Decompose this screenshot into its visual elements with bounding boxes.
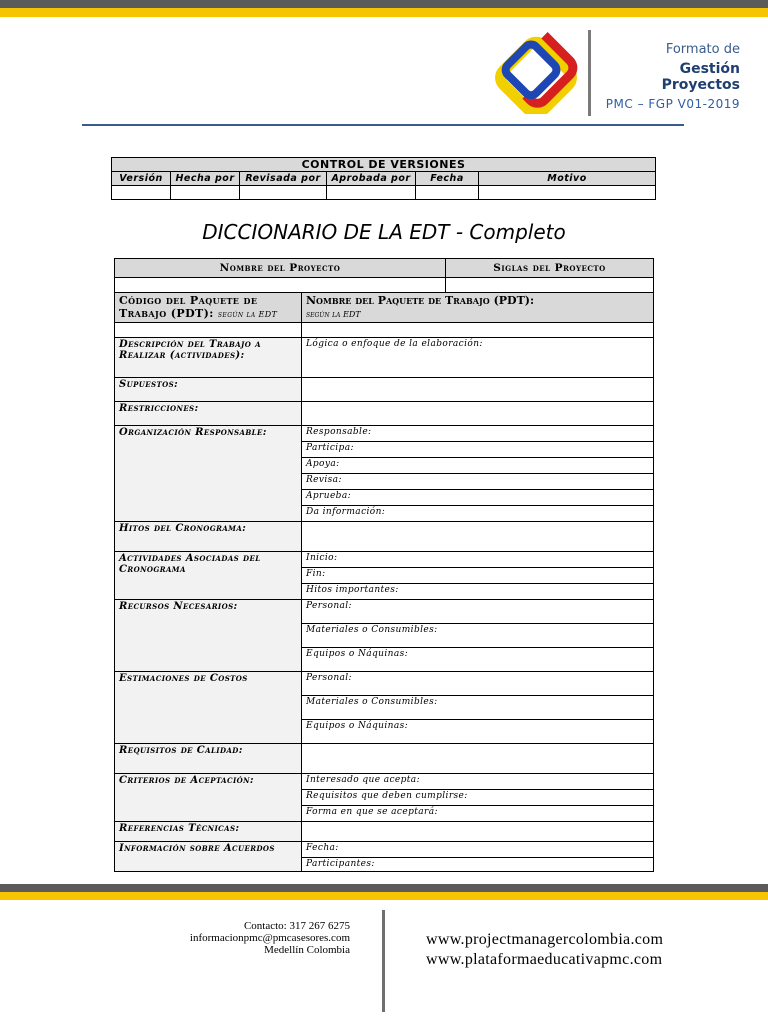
acceptance-method-field[interactable]: Forma en que se aceptará:: [302, 806, 654, 822]
version-control-table: [111, 157, 656, 200]
agreements-date-field[interactable]: Fecha:: [302, 842, 654, 858]
agreements-label: Información sobre Acuerdos: [115, 842, 302, 872]
references-field[interactable]: [302, 822, 654, 842]
top-gray-band: [0, 0, 768, 8]
package-name-label: Nombre del Paquete de Trabajo (PDT):: [306, 294, 535, 307]
document-title: DICCIONARIO DE LA EDT - Completo: [202, 220, 566, 244]
costs-materials-field[interactable]: Materiales o Consumibles:: [302, 696, 654, 720]
restrictions-field[interactable]: [302, 402, 654, 426]
col-reviewed-by: Revisada por: [240, 172, 327, 186]
contact-email[interactable]: informacionpmc@pmcasesores.com: [189, 932, 350, 944]
org-supports-field[interactable]: Apoya:: [302, 458, 654, 474]
code-note: según la EDT: [217, 310, 278, 319]
version-control-title: CONTROL DE VERSIONES: [112, 158, 656, 172]
col-version: Versión: [112, 172, 171, 186]
org-participates-field[interactable]: Participa:: [302, 442, 654, 458]
restrictions-label: Restricciones:: [115, 402, 302, 426]
resources-personal-field[interactable]: Personal:: [302, 600, 654, 624]
milestones-field[interactable]: [302, 522, 654, 552]
website-block: [426, 930, 663, 970]
approved-by-cell[interactable]: [327, 186, 416, 200]
code-field[interactable]: [115, 323, 302, 338]
name-label-cell: [302, 293, 654, 323]
version-cell[interactable]: [112, 186, 171, 200]
col-date: Fecha: [416, 172, 479, 186]
contact-block: [150, 920, 350, 956]
acceptance-requirements-field[interactable]: Requisitos que deben cumplirse:: [302, 790, 654, 806]
package-name-field[interactable]: [302, 323, 654, 338]
top-yellow-band: [0, 8, 768, 17]
org-approves-field[interactable]: Aprueba:: [302, 490, 654, 506]
header-underline: [82, 124, 684, 126]
organization-label: Organización Responsable:: [115, 426, 302, 522]
org-responsible-field[interactable]: Responsable:: [302, 426, 654, 442]
project-acronym-label: Siglas del Proyecto: [446, 259, 654, 278]
description-field[interactable]: Lógica o enfoque de la elaboración:: [302, 338, 654, 378]
resources-label: Recursos Necesarios:: [115, 600, 302, 672]
activities-end-field[interactable]: Fin:: [302, 568, 654, 584]
website-link-2[interactable]: www.plataformaeducativapmc.com: [426, 951, 663, 968]
website-link-1[interactable]: www.projectmanagercolombia.com: [426, 931, 664, 948]
acceptance-stakeholder-field[interactable]: Interesado que acepta:: [302, 774, 654, 790]
activities-label: Actividades Asociadas del Cronograma: [115, 552, 302, 600]
col-reason: Motivo: [479, 172, 656, 186]
acceptance-label: Criterios de Aceptación:: [115, 774, 302, 822]
reviewed-by-cell[interactable]: [240, 186, 327, 200]
header-line3: PMC – FGP V01-2019: [605, 97, 740, 111]
code-label-cell: [115, 293, 302, 323]
package-name-note: según la EDT: [306, 310, 361, 319]
assumptions-label: Supuestos:: [115, 378, 302, 402]
code-label: Código del Paquete de Trabajo (PDT):: [119, 294, 258, 320]
edt-dictionary-table: [114, 292, 654, 872]
header-line2: Gestión Proyectos: [661, 61, 740, 93]
costs-equipment-field[interactable]: Equipos o Náquinas:: [302, 720, 654, 744]
footer-divider: [382, 910, 385, 1012]
activities-start-field[interactable]: Inicio:: [302, 552, 654, 568]
made-by-cell[interactable]: [171, 186, 240, 200]
contact-city: Medellín Colombia: [264, 944, 350, 956]
col-approved-by: Aprobada por: [327, 172, 416, 186]
bottom-yellow-band: [0, 892, 768, 900]
assumptions-field[interactable]: [302, 378, 654, 402]
resources-equipment-field[interactable]: Equipos o Náquinas:: [302, 648, 654, 672]
activities-milestones-field[interactable]: Hitos importantes:: [302, 584, 654, 600]
reason-cell[interactable]: [479, 186, 656, 200]
costs-label: Estimaciones de Costos: [115, 672, 302, 744]
references-label: Referencias Técnicas:: [115, 822, 302, 842]
bottom-gray-band: [0, 884, 768, 892]
resources-materials-field[interactable]: Materiales o Consumibles:: [302, 624, 654, 648]
quality-label: Requisitos de Calidad:: [115, 744, 302, 774]
quality-field[interactable]: [302, 744, 654, 774]
date-cell[interactable]: [416, 186, 479, 200]
org-reviews-field[interactable]: Revisa:: [302, 474, 654, 490]
col-made-by: Hecha por: [171, 172, 240, 186]
org-informs-field[interactable]: Da información:: [302, 506, 654, 522]
company-logo: [490, 30, 582, 114]
header-divider: [588, 30, 591, 116]
milestones-label: Hitos del Cronograma:: [115, 522, 302, 552]
header-line1: Formato de: [665, 42, 740, 57]
project-name-label: Nombre del Proyecto: [115, 259, 446, 278]
header-text: [600, 42, 740, 111]
costs-personal-field[interactable]: Personal:: [302, 672, 654, 696]
agreements-participants-field[interactable]: Participantes:: [302, 858, 654, 872]
contact-phone: Contacto: 317 267 6275: [243, 920, 350, 932]
description-label: Descripción del Trabajo a Realizar (actividades):: [115, 338, 302, 378]
